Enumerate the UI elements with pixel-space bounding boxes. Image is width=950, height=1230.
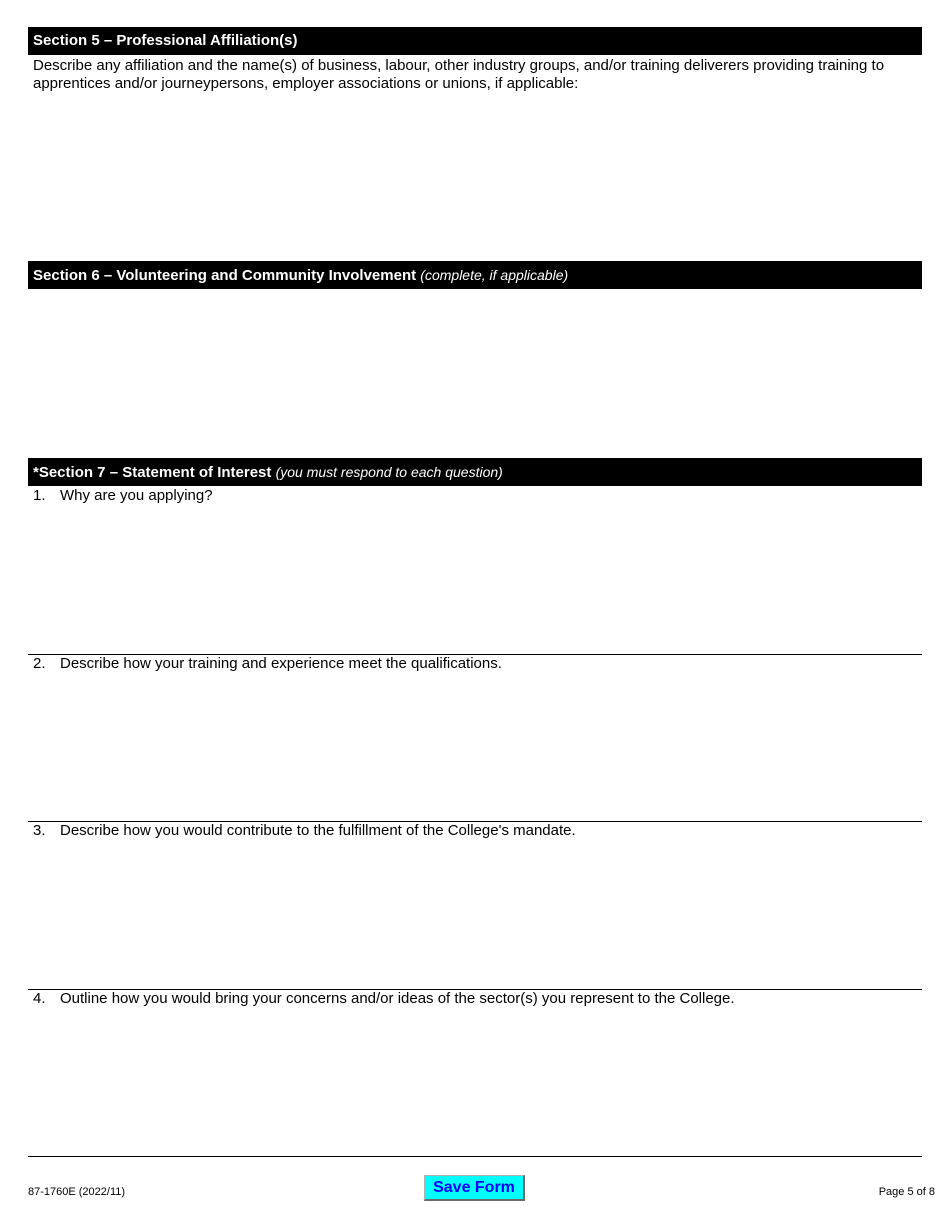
- question-1-answer-field[interactable]: [28, 506, 922, 652]
- section-5-description: Describe any affiliation and the name(s) of business, labour, other industry groups, and/or training deliverers providing training to apprentices and/or journeypersons, employer associations or unions, if applicable:: [33, 57, 885, 92]
- section-7-note: (you must respond to each question): [275, 464, 503, 480]
- save-form-button[interactable]: Save Form: [424, 1175, 525, 1201]
- question-2: [33, 655, 502, 673]
- question-2-answer-field[interactable]: [28, 674, 922, 820]
- question-4-answer-field[interactable]: [28, 1009, 922, 1154]
- question-3-answer-field[interactable]: [28, 841, 922, 987]
- section-5-header: [28, 27, 922, 55]
- form-code: 87-1760E (2022/11): [28, 1186, 126, 1198]
- question-4-text: Outline how you would bring your concerns and/or ideas of the sector(s) you represent to the College.: [60, 990, 735, 1007]
- section-6-note: (complete, if applicable): [420, 267, 569, 283]
- footer-divider-line: [28, 1156, 922, 1157]
- page-number: Page 5 of 8: [878, 1186, 935, 1198]
- question-1: [33, 487, 213, 505]
- question-2-text: Describe how your training and experience meet the qualifications.: [60, 655, 502, 672]
- question-4: [33, 990, 735, 1008]
- question-3: [33, 822, 576, 840]
- section-6-answer-field[interactable]: [28, 291, 922, 456]
- question-3-text: Describe how you would contribute to the fulfillment of the College's mandate.: [60, 822, 576, 839]
- question-3-number: 3.: [33, 822, 46, 839]
- section-7-title: *Section 7 – Statement of Interest: [33, 464, 272, 481]
- section-6-header: [28, 261, 922, 289]
- question-4-number: 4.: [33, 990, 46, 1007]
- section-7-header: [28, 458, 922, 486]
- section-5-answer-field[interactable]: [28, 95, 922, 259]
- question-1-text: Why are you applying?: [60, 487, 213, 504]
- section-5-title: Section 5 – Professional Affiliation(s): [33, 32, 298, 49]
- section-6-title: Section 6 – Volunteering and Community Involvement: [33, 267, 417, 284]
- question-1-number: 1.: [33, 487, 46, 504]
- question-2-number: 2.: [33, 655, 46, 672]
